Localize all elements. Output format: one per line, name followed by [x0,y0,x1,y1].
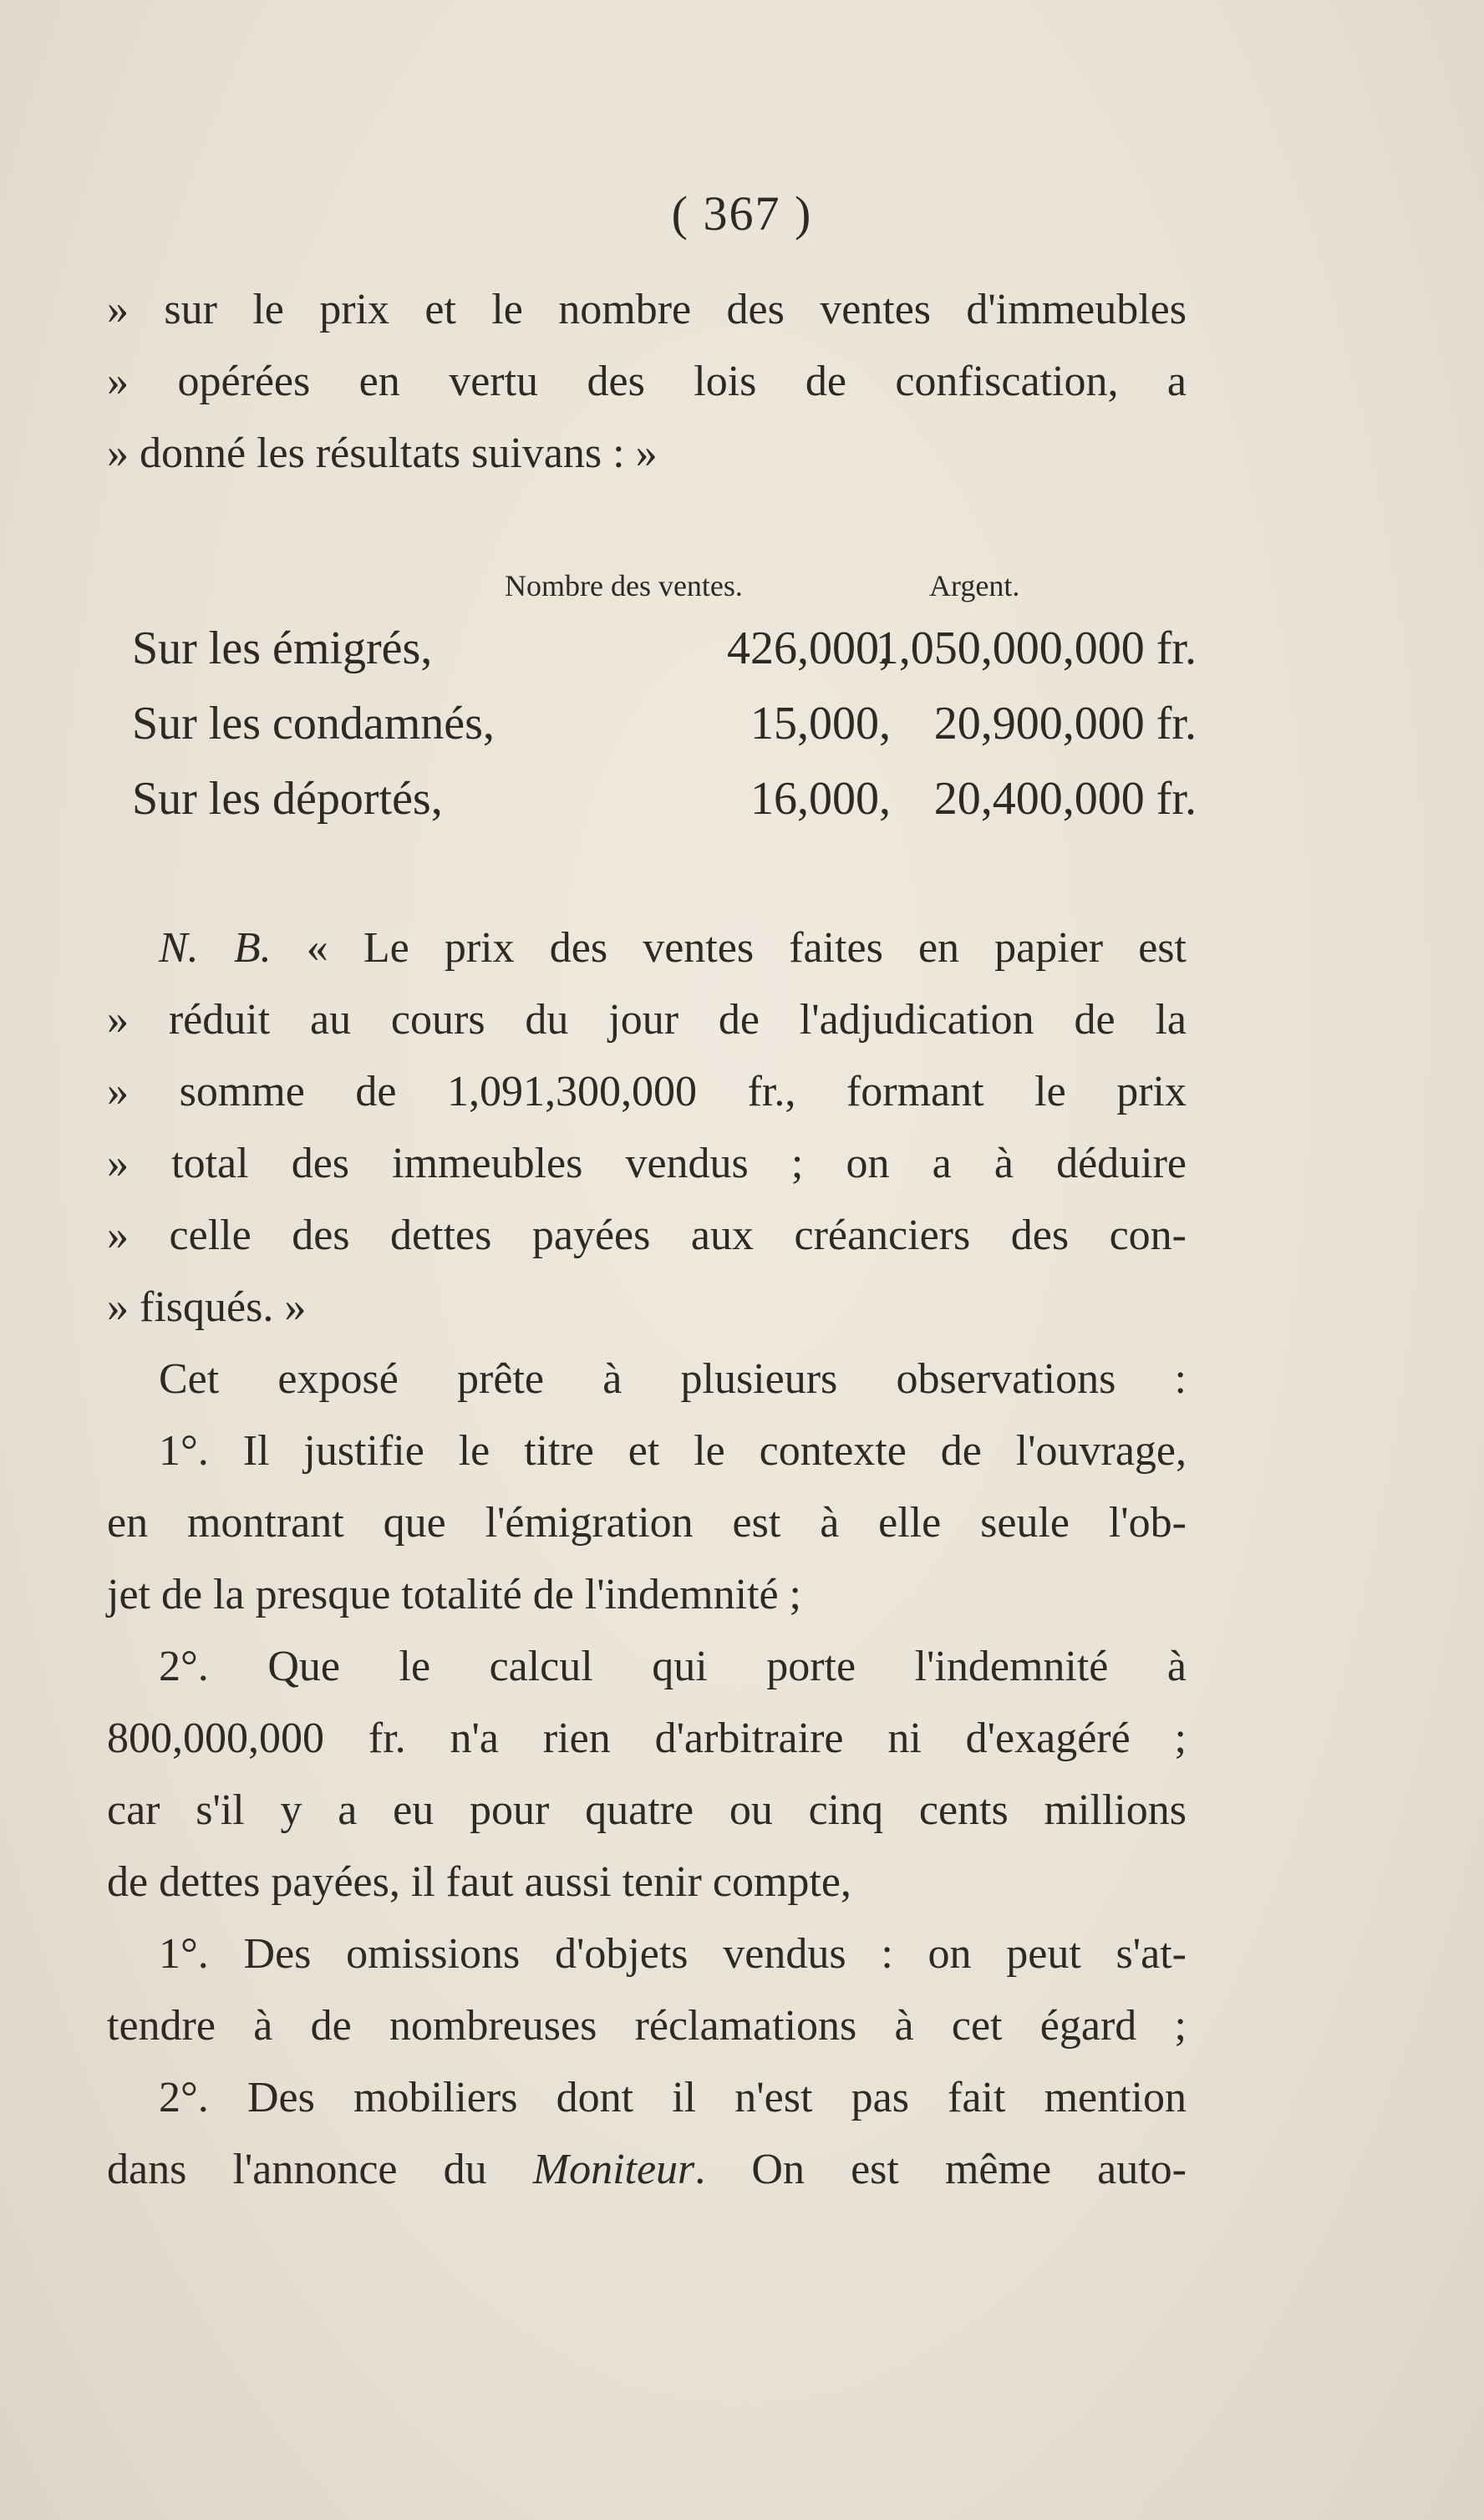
text-line: » réduit au cours du jour de l'adjudication de la [107,996,1187,1044]
text-line: 1°. Il justifie le titre et le contexte de l'ouvrage, [159,1427,1187,1475]
text-line: » total des immeubles vendus ; on a à déduire [107,1140,1187,1187]
row-amount: 20,900,000 fr. [933,698,1197,749]
text-line: 800,000,000 fr. n'a rien d'arbitraire ni d'exagéré ; [107,1715,1187,1762]
sales-table [132,561,1197,847]
italic-word: Moniteur [532,2146,695,2193]
row-amount: 1,050,000,000 fr. [875,622,1197,674]
text-line: » opérées en vertu des lois de confiscation, a [107,358,1187,405]
column-header-count: Nombre des ventes. [505,569,743,602]
text-line: » somme de 1,091,300,000 fr., formant le prix [107,1068,1187,1115]
text-line: » fisqués. » [107,1283,307,1331]
text-line: » celle des dettes payées aux créanciers des con- [107,1212,1187,1259]
row-label: Sur les condamnés, [132,698,495,749]
intro-paragraph [107,274,1187,490]
body-text [107,912,1187,2206]
text-line: 2°. Des mobiliers dont il n'est pas fait mention [159,2074,1187,2121]
text-line: 2°. Que le calcul qui porte l'indemnité à [159,1643,1187,1690]
row-count: 426,000, [727,622,891,674]
page-number: ( 367 ) [671,186,813,241]
row-amount: 20,400,000 fr. [933,773,1197,825]
text-line: tendre à de nombreuses réclamations à cet égard ; [107,2002,1187,2050]
text-line: de dettes payées, il faut aussi tenir compte, [107,1858,851,1906]
row-label: Sur les déportés, [132,773,443,825]
text-line: » donné les résultats suivans : » [107,429,658,477]
text-line: en montrant que l'émigration est à elle seule l'ob- [107,1499,1187,1547]
table-row [132,697,1197,772]
row-count: 16,000, [750,773,891,825]
text-line: Cet exposé prête à plusieurs observations : [159,1355,1187,1403]
row-count: 15,000, [750,698,891,749]
column-header-amount: Argent. [929,569,1020,602]
text-line: 1°. Des omissions d'objets vendus : on peut s'at- [159,1930,1187,1978]
text-line: jet de la presque totalité de l'indemnité ; [107,1571,801,1618]
text-line: N. B. « Le prix des ventes faites en papier est [159,924,1187,972]
text-line: » sur le prix et le nombre des ventes d'immeubles [107,286,1187,333]
text-line: dans l'annonce du Moniteur. On est même auto- [107,2146,1187,2193]
table-row [132,622,1197,697]
text-line: car s'il y a eu pour quatre ou cinq cents millions [107,1786,1187,1834]
row-label: Sur les émigrés, [132,622,433,674]
table-row [132,772,1197,847]
table-header [132,561,1192,622]
nb-label: N. B. [159,924,272,972]
